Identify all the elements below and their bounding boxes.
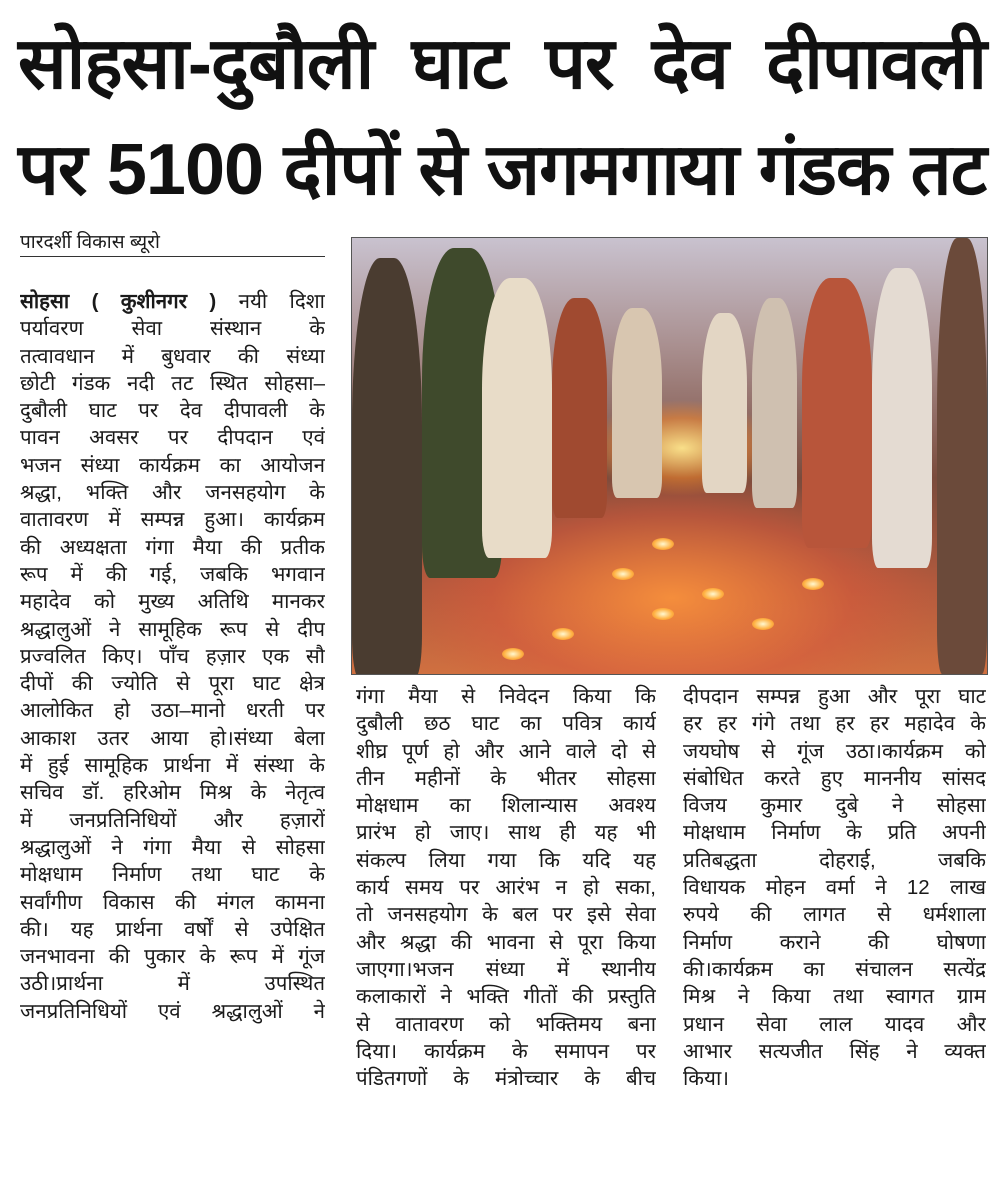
article-line: प्रारंभ हो जाए। साथ ही यह भी — [356, 821, 656, 845]
article-line: की।कार्यक्रम का संचालन सत्येंद्र — [683, 957, 986, 981]
article-line: प्रज्वलित किए। पाँच हज़ार एक सौ — [20, 644, 325, 668]
headline-line-2: पर 5100 दीपों से जगमगाया गंडक तट — [18, 130, 986, 210]
article-line: दीपदान सम्पन्न हुआ और पूरा घाट — [683, 685, 986, 708]
article-column-3 — [683, 683, 986, 1092]
article-text: नयी दिशा — [238, 290, 325, 313]
article-line: प्रतिबद्धता दोहराई, जबकि — [683, 848, 986, 872]
photo-figure — [552, 298, 607, 518]
article-line: दुबौली छठ घाट का पवित्र कार्य — [356, 712, 656, 736]
article-line: और श्रद्धा की भावना से पूरा किया — [356, 930, 656, 954]
byline: पारदर्शी विकास ब्यूरो — [20, 232, 325, 257]
article-line: मिश्र ने किया तथा स्वागत ग्राम — [683, 985, 986, 1009]
article-line: विजय कुमार दुबे ने सोहसा — [683, 794, 986, 818]
article-line: श्रद्धालुओं ने गंगा मैया से सोहसा — [20, 835, 325, 859]
photo-figure — [612, 308, 662, 498]
article-line: आलोकित हो उठा–मानो धरती पर — [20, 699, 325, 723]
photo-figure — [802, 278, 872, 548]
article-column-2 — [356, 683, 656, 1092]
article-line: उठी।प्रार्थना में उपस्थित — [20, 972, 325, 996]
article-line: छोटी गंडक नदी तट स्थित सोहसा– — [20, 371, 325, 395]
article-line: दिया। कार्यक्रम के समापन पर — [356, 1039, 656, 1063]
diya-light — [752, 618, 774, 630]
article-line: श्रद्धा, भक्ति और जनसहयोग के — [20, 481, 325, 505]
article-line: गंगा मैया से निवेदन किया कि — [356, 685, 656, 708]
article-line: से वातावरण को भक्तिमय बना — [356, 1012, 656, 1036]
article-line: किया। — [683, 1067, 730, 1091]
article-line: कलाकारों ने भक्ति गीतों की प्रस्तुति — [356, 985, 656, 1009]
article-line: सचिव डॉ. हरिओम मिश्र के नेतृत्व — [20, 781, 325, 805]
article-line: हर हर गंगे तथा हर हर महादेव के — [683, 712, 986, 736]
article-line: में जनप्रतिनिधियों और हज़ारों — [20, 808, 325, 832]
article-line: तीन महीनों के भीतर सोहसा — [356, 766, 656, 790]
article-line: आभार सत्यजीत सिंह ने व्यक्त — [683, 1039, 986, 1063]
photo-figure — [872, 268, 932, 568]
photo-figure — [352, 258, 422, 675]
article-line: जाएगा।भजन संध्या में स्थानीय — [356, 957, 656, 981]
article-line: पावन अवसर पर दीपदान एवं — [20, 426, 325, 450]
article-line: प्रधान सेवा लाल यादव और — [683, 1012, 986, 1036]
article-line: कार्य समय पर आरंभ न हो सका, — [356, 876, 656, 900]
dateline: सोहसा ( कुशीनगर ) — [20, 290, 217, 313]
headline-line-1: सोहसा-दुबौली घाट पर देव दीपावली — [18, 24, 986, 104]
article-line: सर्वांगीण विकास की मंगल कामना — [20, 890, 325, 914]
photo-figure — [702, 313, 747, 493]
article-line: जनप्रतिनिधियों एवं श्रद्धालुओं ने — [20, 999, 325, 1023]
diya-light — [702, 588, 724, 600]
article-line: संबोधित करते हुए माननीय सांसद — [683, 766, 986, 790]
article-line: शीघ्र पूर्ण हो और आने वाले दो से — [356, 739, 656, 763]
article-line: में हुई सामूहिक प्रार्थना में संस्था के — [20, 754, 325, 778]
article-line: दीपों की ज्योति से पूरा घाट क्षेत्र — [20, 672, 325, 696]
article-line: मोक्षधाम निर्माण तथा घाट के — [20, 863, 325, 887]
article-line: श्रद्धालुओं ने सामूहिक रूप से दीप — [20, 617, 325, 641]
diya-light — [552, 628, 574, 640]
article-line: महादेव को मुख्य अतिथि मानकर — [20, 590, 325, 614]
article-line — [20, 288, 325, 315]
article-line: भजन संध्या कार्यक्रम का आयोजन — [20, 453, 325, 477]
article-line: संकल्प लिया गया कि यदि यह — [356, 848, 656, 872]
diya-light — [802, 578, 824, 590]
photo-figure — [482, 278, 552, 558]
article-line: जयघोष से गूंज उठा।कार्यक्रम को — [683, 739, 986, 763]
article-line: निर्माण कराने की घोषणा — [683, 930, 986, 954]
article-line: पंडितगणों के मंत्रोच्चार के बीच — [356, 1067, 656, 1091]
diya-light — [612, 568, 634, 580]
article-line: वातावरण में सम्पन्न हुआ। कार्यक्रम — [20, 508, 325, 532]
article-line: मोक्षधाम निर्माण के प्रति अपनी — [683, 821, 986, 845]
article-line: रुपये की लागत से धर्मशाला — [683, 903, 986, 927]
article-line: मोक्षधाम का शिलान्यास अवश्य — [356, 794, 656, 818]
article-line: पर्यावरण सेवा संस्थान के — [20, 317, 325, 341]
article-line: रूप में की गई, जबकि भगवान — [20, 562, 325, 586]
article-line: की अध्यक्षता गंगा मैया की प्रतीक — [20, 535, 325, 559]
article-line: तो जनसहयोग के बल पर इसे सेवा — [356, 903, 656, 927]
photo-figure — [752, 298, 797, 508]
diya-light — [652, 608, 674, 620]
diya-light — [652, 538, 674, 550]
photo-figure — [937, 238, 987, 674]
article-column-1 — [20, 288, 325, 1025]
article-line: आकाश उतर आया हो।संध्या बेला — [20, 726, 325, 750]
article-line: तत्वावधान में बुधवार की संध्या — [20, 344, 325, 368]
article-line: विधायक मोहन वर्मा ने 12 लाख — [683, 876, 986, 900]
article-line: की। यह प्रार्थना वर्षों से उपेक्षित — [20, 917, 325, 941]
event-photo — [351, 237, 988, 675]
article-line: जनभावना की पुकार के रूप में गूंज — [20, 945, 325, 969]
article-line: दुबौली घाट पर देव दीपावली के — [20, 399, 325, 423]
diya-light — [502, 648, 524, 660]
